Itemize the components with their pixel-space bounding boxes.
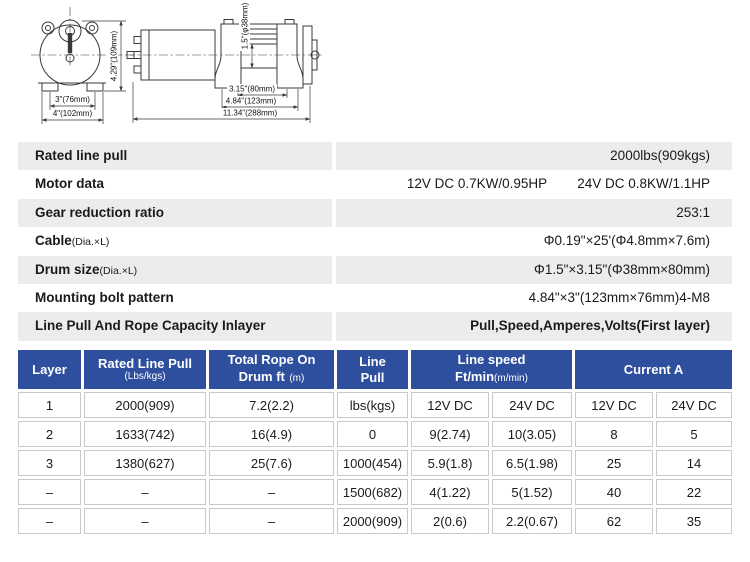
spec-value-cell [336,284,732,312]
table-cell: 2000(909) [84,392,206,418]
table-cell: lbs(kgs) [337,392,408,418]
capacity-table [18,350,732,534]
table-cell: 12V DC [575,392,653,418]
table-cell: – [18,479,81,505]
table-cell: 1500(682) [337,479,408,505]
header-label: Line speed [457,352,526,368]
spec-label-cell [18,284,332,312]
spec-value-cell [336,256,732,284]
header-label: Layer [32,361,67,377]
spec-value: 12V DC 0.7KW/0.95HP [406,176,548,192]
spec-label: Motor data [35,176,104,192]
header-layer [18,350,81,389]
spec-row-mounting-bolt-pattern [18,284,732,312]
table-cell: 2 [18,421,81,447]
table-cell: – [84,479,206,505]
side-view [126,1,322,123]
spec-value-cell [336,170,732,198]
spec-label: Mounting bolt pattern [35,289,174,305]
header-label: Current A [623,361,684,377]
header-line-speed [411,350,572,389]
dim-label-overall-width: 4"(102mm) [52,109,93,118]
spec-value: 2000lbs(909kgs) [610,148,710,163]
table-cell: 0 [337,421,408,447]
table-cell: 5 [656,421,732,447]
spec-table [18,142,732,341]
spec-value-cell [336,227,732,255]
table-cell: 2(0.6) [411,508,489,534]
dim-label-height: 4.29"(109mm) [109,30,119,82]
table-cell: 9(2.74) [411,421,489,447]
table-cell: 7.2(2.2) [209,392,334,418]
spec-value: Φ1.5"×3.15"(Φ38mm×80mm) [534,261,710,277]
header-label: Ft/min [455,368,495,384]
spec-label: Drum size [35,261,100,277]
header-label: Pull [360,369,385,385]
table-cell: 1 [18,392,81,418]
table-cell: – [209,479,334,505]
table-cell: – [18,508,81,534]
table-cell: 2.2(0.67) [492,508,572,534]
spec-label-cell [18,142,332,170]
spec-label-cell [18,312,332,340]
header-total-rope [209,350,334,389]
spec-value: Pull,Speed,Amperes,Volts(First layer) [470,318,710,334]
dim-label-drum-length: 3.15"(80mm) [229,84,275,94]
table-cell: 5(1.52) [492,479,572,505]
dim-label-overall-length: 11.34"(288mm) [222,108,278,118]
spec-row-motor-data [18,170,732,198]
spec-value: Φ0.19"×25'(Φ4.8mm×7.6m) [543,233,710,249]
table-cell: 5.9(1.8) [411,450,489,476]
table-cell: 24V DC [656,392,732,418]
spec-value-cell [336,312,732,340]
spec-row-line-pull-capacity [18,312,732,340]
spec-label-suffix: (Dia.×L) [99,264,138,277]
table-cell: – [209,508,334,534]
spec-row-cable [18,227,732,255]
table-cell: 24V DC [492,392,572,418]
header-label: Total Rope On [227,352,316,368]
header-rated-line-pull [84,350,206,389]
table-cell: 35 [656,508,732,534]
header-sublabel: (m) [289,372,305,384]
table-cell: 25 [575,450,653,476]
header-current [575,350,732,389]
spec-value: 24V DC 0.8KW/1.1HP [577,176,710,192]
header-label: Line [359,354,386,370]
table-cell: 4(1.22) [411,479,489,505]
spec-row-drum-size [18,256,732,284]
front-view [31,7,133,124]
dim-label-drum-diameter: 1.5"(φ38mm) [240,2,250,50]
spec-label-cell [18,227,332,255]
spec-row-gear-ratio [18,199,732,227]
spec-value: 253:1 [676,204,710,220]
header-sublabel: (Lbs/kgs) [124,371,166,383]
spec-value: 4.84"×3"(123mm×76mm)4-M8 [528,289,710,305]
spec-label: Rated line pull [35,148,128,163]
spec-label: Line Pull And Rope Capacity Inlayer [35,318,266,334]
spec-value-cell [336,199,732,227]
spec-label-suffix: (Dia.×L) [71,236,110,249]
spec-label: Gear reduction ratio [35,204,165,220]
table-cell: 10(3.05) [492,421,572,447]
table-cell: 22 [656,479,732,505]
table-cell: – [84,508,206,534]
table-cell: 40 [575,479,653,505]
dim-label-bolt-spacing-side: 4.84"(123mm) [225,96,277,106]
spec-label-cell [18,256,332,284]
header-label: Rated Line Pull [98,355,192,371]
spec-label-cell [18,170,332,198]
header-sublabel: (m/min) [494,372,528,384]
table-cell: 14 [656,450,732,476]
spec-label-cell [18,199,332,227]
table-cell: 1380(627) [84,450,206,476]
table-cell: 12V DC [411,392,489,418]
table-cell: 25(7.6) [209,450,334,476]
table-cell: 2000(909) [337,508,408,534]
table-cell: 3 [18,450,81,476]
table-cell: 62 [575,508,653,534]
table-cell: 6.5(1.98) [492,450,572,476]
table-cell: 1000(454) [337,450,408,476]
spec-label: Cable [35,233,72,249]
winch-technical-drawing [0,0,750,140]
spec-value-cell [336,142,732,170]
dim-label-bolt-spacing-front: 3"(76mm) [55,95,90,104]
header-line-pull [337,350,408,389]
header-label: Drum ft [238,368,285,384]
table-cell: 16(4.9) [209,421,334,447]
spec-row-rated-line-pull [18,142,732,170]
table-cell: 1633(742) [84,421,206,447]
table-cell: 8 [575,421,653,447]
